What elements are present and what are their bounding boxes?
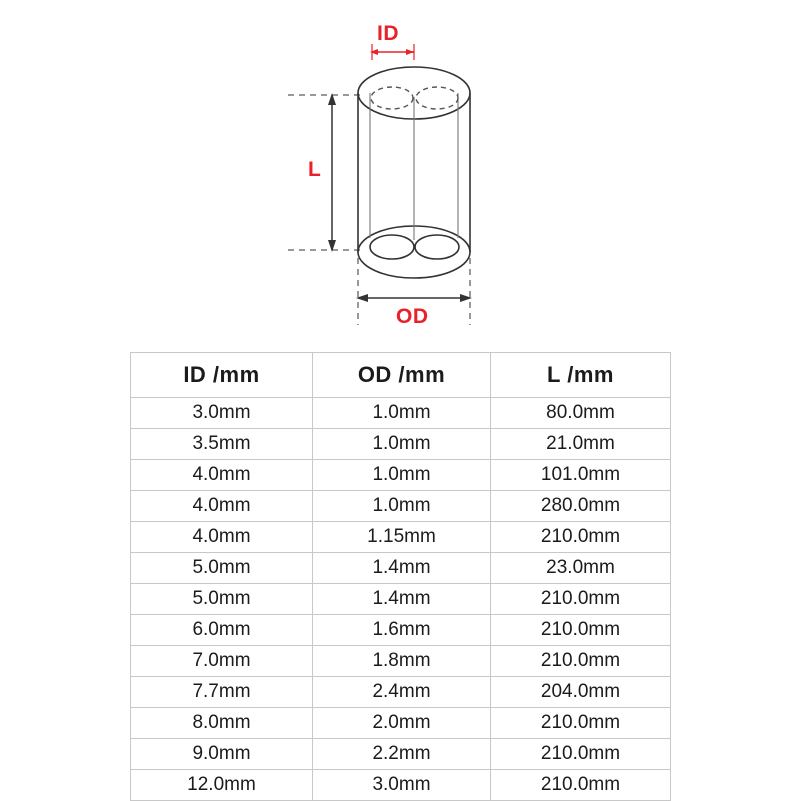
od-dimension xyxy=(356,294,472,302)
table-cell: 8.0mm xyxy=(131,708,313,739)
table-cell: 4.0mm xyxy=(131,491,313,522)
table-cell: 7.7mm xyxy=(131,677,313,708)
table-cell: 80.0mm xyxy=(491,398,671,429)
tube-diagram xyxy=(0,0,800,345)
table-cell: 210.0mm xyxy=(491,739,671,770)
length-dimension xyxy=(328,93,336,252)
table-cell: 1.15mm xyxy=(313,522,491,553)
table-cell: 1.8mm xyxy=(313,646,491,677)
table-row xyxy=(131,398,671,429)
table-cell: 21.0mm xyxy=(491,429,671,460)
table-cell: 210.0mm xyxy=(491,646,671,677)
table-row xyxy=(131,584,671,615)
specification-table xyxy=(130,352,670,801)
table-row xyxy=(131,460,671,491)
table-cell: 6.0mm xyxy=(131,615,313,646)
table-cell: 5.0mm xyxy=(131,584,313,615)
table-row xyxy=(131,429,671,460)
tube-drawing-svg xyxy=(0,0,800,345)
table-cell: 280.0mm xyxy=(491,491,671,522)
table-cell: 210.0mm xyxy=(491,615,671,646)
table-row xyxy=(131,677,671,708)
table-cell: 1.0mm xyxy=(313,460,491,491)
table-cell: 1.4mm xyxy=(313,553,491,584)
table-row xyxy=(131,708,671,739)
table-cell: 7.0mm xyxy=(131,646,313,677)
id-label: ID xyxy=(377,22,399,45)
column-header-l: L /mm xyxy=(491,353,671,398)
table-cell: 1.4mm xyxy=(313,584,491,615)
table-cell: 12.0mm xyxy=(131,770,313,801)
table-cell: 4.0mm xyxy=(131,522,313,553)
table-cell: 1.0mm xyxy=(313,491,491,522)
table-cell: 3.5mm xyxy=(131,429,313,460)
table-cell: 2.2mm xyxy=(313,739,491,770)
table-row xyxy=(131,491,671,522)
table-cell: 210.0mm xyxy=(491,770,671,801)
column-header-id: ID /mm xyxy=(131,353,313,398)
table-cell: 9.0mm xyxy=(131,739,313,770)
table-row xyxy=(131,770,671,801)
od-label: OD xyxy=(396,305,429,328)
table-cell: 23.0mm xyxy=(491,553,671,584)
table-row xyxy=(131,646,671,677)
table-cell: 210.0mm xyxy=(491,584,671,615)
table-cell: 1.0mm xyxy=(313,398,491,429)
table-cell: 210.0mm xyxy=(491,522,671,553)
table-row xyxy=(131,739,671,770)
table-cell: 5.0mm xyxy=(131,553,313,584)
column-header-od: OD /mm xyxy=(313,353,491,398)
id-dimension xyxy=(370,44,414,60)
table-cell: 210.0mm xyxy=(491,708,671,739)
table-row xyxy=(131,553,671,584)
table-cell: 1.0mm xyxy=(313,429,491,460)
table-cell: 2.0mm xyxy=(313,708,491,739)
length-label: L xyxy=(308,158,322,181)
table-cell: 1.6mm xyxy=(313,615,491,646)
table-cell: 204.0mm xyxy=(491,677,671,708)
table-row xyxy=(131,615,671,646)
table-cell: 101.0mm xyxy=(491,460,671,491)
table-row xyxy=(131,522,671,553)
table-cell: 3.0mm xyxy=(313,770,491,801)
table-cell: 3.0mm xyxy=(131,398,313,429)
table-header-row xyxy=(131,353,671,398)
table-cell: 4.0mm xyxy=(131,460,313,491)
table-cell: 2.4mm xyxy=(313,677,491,708)
length-extension-lines xyxy=(288,95,360,250)
